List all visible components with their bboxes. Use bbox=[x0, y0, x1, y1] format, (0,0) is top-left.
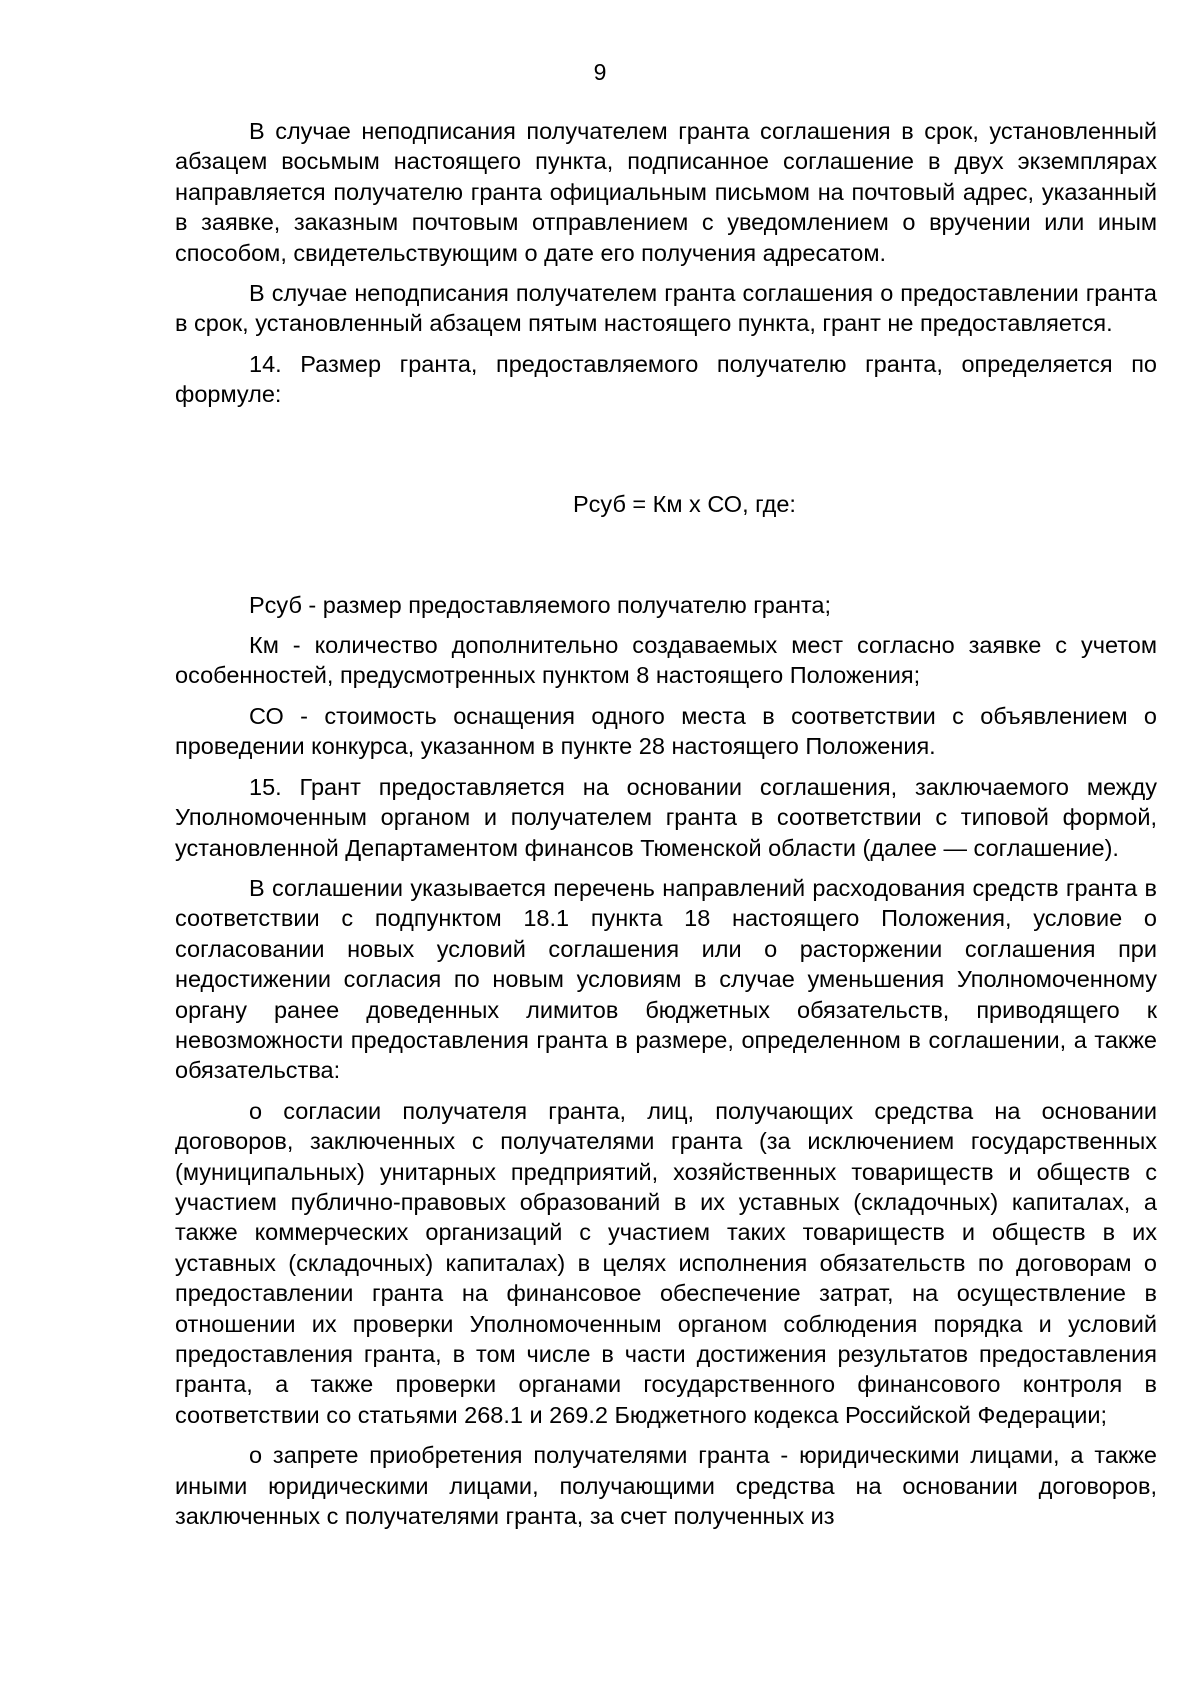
formula-text: Рсуб = Км х СО, где: bbox=[573, 491, 796, 518]
paragraph-grant-size-formula-intro: 14. Размер гранта, предоставляемого получателю гранта, определяется по формуле: bbox=[175, 350, 1157, 408]
paragraph-unsigned-agreement-sent: В случае неподписания получателем гранта соглашения в срок, установленный абзацем восьмым настоящего пункта, подписанное соглашение в двух экземплярах направляется получателю гранта официальным письмом на почтовый адрес, указанный в заявке, заказным почтовым отправлением с уведомлением о вручении или иным способом, свидетельствующим о дате его получения адресатом. bbox=[175, 118, 1157, 266]
page-number: 9 bbox=[593, 59, 607, 85]
paragraph-agreement-contents: В соглашении указывается перечень направлений расходования средств гранта в соответствии с подпунктом 18.1 пункта 18 настоящего Положения, условие о согласовании новых условий соглашения или о расторжении соглашения при недостижении согласия по новым условиям в случае уменьшения Уполномоченному органу ранее доведенных лимитов бюджетных обязательств, приводящего к невозможности предоставления гранта в размере, определенном в соглашении, а также обязательства: bbox=[175, 874, 1157, 1084]
definition-km: Км - количество дополнительно создаваемых мест согласно заявке с учетом особенностей, предусмотренных пунктом 8 настоящего Положения; bbox=[175, 632, 1157, 689]
paragraph-consent-to-inspections: о согласии получателя гранта, лиц, получающих средства на основании договоров, заключенных с получателями гранта (за исключением государственных (муниципальных) унитарных предприятий, хозяйственных товариществ и обществ с участием публично-правовых образований в их уставных (складочных) капиталах, а также коммерческих организаций с участием таких товариществ и обществ в их уставных (складочных) капиталах) в целях исполнения обязательств по договорам о предоставлении гранта на финансовое обеспечение затрат, на осуществление в отношении их проверки Уполномоченным органом соблюдения порядка и условий предоставления гранта, в том числе в части достижения результатов предоставления гранта, а также проверки органами государственного финансового контроля в соответствии со статьями 268.1 и 269.2 Бюджетного кодекса Российской Федерации; bbox=[175, 1097, 1157, 1428]
definition-co: СО - стоимость оснащения одного места в соответствии с объявлением о проведении конкурса, указанном в пункте 28 настоящего Положения. bbox=[175, 702, 1157, 760]
paragraph-prohibition-currency-purchase: о запрете приобретения получателями гранта - юридическими лицами, а также иными юридическими лицами, получающими средства на основании договоров, заключенных с получателями гранта, за счет полученных из bbox=[175, 1442, 1157, 1530]
paragraph-grant-not-provided: В случае неподписания получателем гранта соглашения о предоставлении гранта в срок, установленный абзацем пятым настоящего пункта, грант не предоставляется. bbox=[175, 280, 1157, 337]
paragraph-clause-15: 15. Грант предоставляется на основании соглашения, заключаемого между Уполномоченным органом и получателем гранта в соответствии с типовой формой, установленной Департаментом финансов Тюменской области (далее — соглашение). bbox=[175, 773, 1157, 861]
grant-formula bbox=[175, 420, 1157, 590]
document-body bbox=[175, 116, 1157, 1541]
definition-rsub: Рсуб - размер предоставляемого получателю гранта; bbox=[249, 591, 832, 618]
